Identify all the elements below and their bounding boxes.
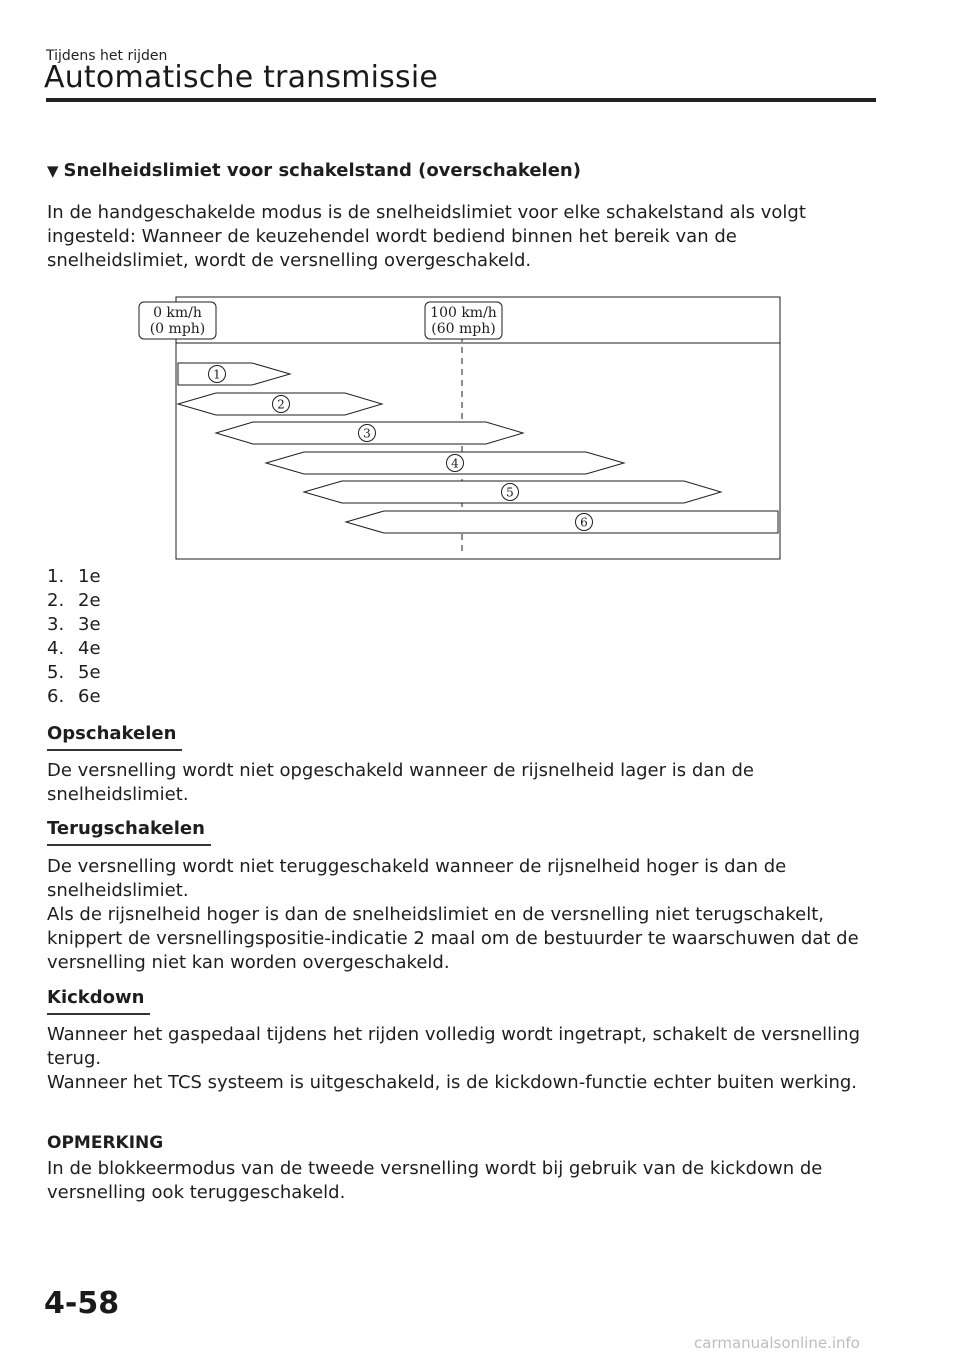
- watermark: carmanualsonline.info: [694, 1334, 860, 1352]
- header-kicker: Tijdens het rijden: [46, 48, 168, 64]
- list-item: 3. 3e: [47, 614, 101, 635]
- svg-text:5: 5: [506, 485, 514, 500]
- page-number: 4-58: [44, 1286, 120, 1321]
- section-intro: In de handgeschakelde modus is de snelheidslimiet voor elke schakelstand als volgt ingesteld: Wanneer de keuzehendel wordt bediend binnen het bereik van de snelheidslimiet, wordt de versnelling overgeschakeld.: [47, 202, 806, 271]
- gear-list: [47, 565, 101, 709]
- opschakelen-heading: Opschakelen: [47, 723, 176, 747]
- svg-text:4: 4: [451, 456, 459, 471]
- gear-speed-diagram: [138, 296, 782, 562]
- section-heading: [47, 160, 581, 181]
- speed-label-high-mph: (60 mph): [431, 321, 496, 337]
- gear-1-range-bar: [178, 363, 290, 385]
- page-title: Automatische transmissie: [44, 60, 439, 95]
- gear-4-range-bar: [266, 452, 624, 474]
- terugschakelen-text-1: De versnelling wordt niet teruggeschakeld wanneer de rijsnelheid hoger is dan de snelheidslimiet.: [47, 856, 787, 901]
- kickdown-text-2: Wanneer het TCS systeem is uitgeschakeld, is de kickdown-functie echter buiten werking.: [47, 1072, 857, 1093]
- speed-label-high-kmh: 100 km/h: [430, 305, 497, 321]
- terugschakelen-text: [47, 855, 877, 975]
- kickdown-text-1: Wanneer het gaspedaal tijdens het rijden volledig wordt ingetrapt, schakelt de versnelling terug.: [47, 1024, 860, 1069]
- svg-text:3: 3: [363, 426, 371, 441]
- list-item: 1. 1e: [47, 566, 101, 587]
- note-label: OPMERKING: [47, 1133, 164, 1153]
- triangle-down-icon: ▼: [47, 162, 59, 180]
- svg-text:1: 1: [213, 367, 221, 382]
- header-rule: [46, 98, 876, 102]
- terugschakelen-text-2: Als de rijsnelheid hoger is dan de snelheidslimiet en de versnelling niet terugschakelt, knippert de versnellingspositie-indicatie 2 maal om de bestuurder te waarschuwen dat de versnelling niet kan worden overgeschakeld.: [47, 904, 859, 973]
- list-item: 5. 5e: [47, 662, 101, 683]
- kickdown-text: [47, 1023, 877, 1095]
- list-item: 4. 4e: [47, 638, 101, 659]
- svg-text:6: 6: [580, 515, 588, 530]
- speed-label-low-mph: (0 mph): [149, 321, 206, 337]
- list-item: 2. 2e: [47, 590, 101, 611]
- section-heading-text: Snelheidslimiet voor schakelstand (overschakelen): [63, 160, 581, 181]
- opschakelen-text: De versnelling wordt niet opgeschakeld wanneer de rijsnelheid lager is dan de snelheidslimiet.: [47, 760, 754, 805]
- terugschakelen-heading: Terugschakelen: [47, 818, 205, 842]
- list-item: 6. 6e: [47, 686, 101, 707]
- kickdown-heading: Kickdown: [47, 987, 144, 1011]
- note-text: In de blokkeermodus van de tweede versnelling wordt bij gebruik van de kickdown de versnelling ook teruggeschakeld.: [47, 1158, 823, 1203]
- gear-6-range-bar: [346, 511, 778, 533]
- speed-label-low-kmh: 0 km/h: [153, 305, 202, 321]
- svg-text:2: 2: [277, 397, 285, 412]
